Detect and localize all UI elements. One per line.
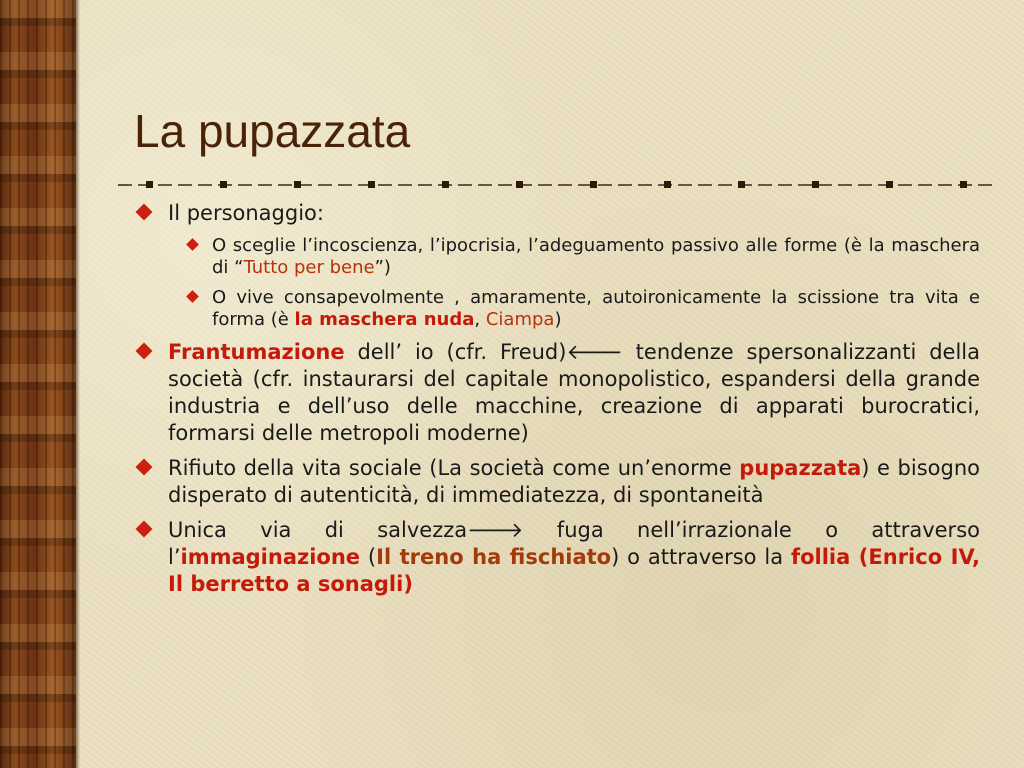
bullet-text-end: ) e bisogno disperato di autenticità, di immediatezza, di spontaneità	[168, 456, 980, 507]
bullet-text-paren: (	[360, 545, 377, 569]
wood-border	[0, 0, 76, 768]
bullet-rifiuto	[132, 455, 980, 509]
arrow-right-icon: 🡒	[467, 518, 524, 542]
sub-bullet-text: O sceglie l’incoscienza, l’ipocrisia, l’adeguamento passivo alle forme (è la maschera di “	[212, 235, 980, 278]
diamond-bullet-icon	[136, 459, 153, 476]
bullet-personaggio	[132, 200, 980, 227]
diamond-bullet-icon	[136, 521, 153, 538]
diamond-bullet-icon	[186, 290, 199, 303]
sub-bullet-text: O vive consapevolmente , amaramente, autoironicamente la scissione tra vita e forma (è	[212, 287, 980, 330]
sub-bullet-text-end: )	[554, 309, 562, 330]
bullet-text-mid: fuga nell’irrazionale o attraverso l’	[168, 518, 980, 569]
slide-content	[132, 200, 980, 606]
separator: ,	[474, 309, 486, 330]
wood-border-shadow	[76, 0, 80, 768]
bullet-text-mid2: ) o attraverso la	[611, 545, 791, 569]
diamond-bullet-icon	[136, 204, 153, 221]
bullet-text: Unica via di salvezza	[168, 518, 468, 542]
bullet-text: Rifiuto della vita sociale (La società come un’enorme	[168, 456, 740, 480]
highlight-maschera-nuda: la maschera nuda	[294, 309, 475, 330]
arrow-left-icon: 🡐	[566, 340, 623, 364]
highlight-ciampa: Ciampa	[485, 309, 555, 330]
highlight-treno: Il treno ha fischiato	[376, 545, 612, 569]
bullet-frantumazione	[132, 339, 980, 447]
highlight-immaginazione: immaginazione	[180, 545, 361, 569]
diamond-bullet-icon	[136, 343, 153, 360]
sub-bullet-text-end: ”)	[374, 257, 391, 278]
bullet-text: Il personaggio:	[168, 201, 324, 225]
highlight-follia: follia (Enrico IV, Il berretto a sonagli)	[168, 545, 980, 596]
highlight-tutto-per-bene: Tutto per bene	[243, 257, 375, 278]
decorative-divider	[118, 178, 993, 192]
highlight-frantumazione: Frantumazione	[168, 340, 345, 364]
sub-bullet-incoscienza	[180, 235, 980, 279]
diamond-bullet-icon	[186, 238, 199, 251]
slide-title: La pupazzata	[134, 105, 411, 157]
highlight-pupazzata: pupazzata	[739, 456, 862, 480]
bullet-text-end: tendenze spersonalizzanti della società (cfr. instaurarsi del capitale monopolistico, espandersi della grande industria e dell’uso delle macchine, creazione di apparati burocratici, formarsi delle metropoli moderne)	[168, 340, 980, 445]
bullet-text: dell’ io (cfr. Freud)	[344, 340, 567, 364]
bullet-unica-via	[132, 517, 980, 598]
sub-bullet-consapevolmente	[180, 287, 980, 331]
